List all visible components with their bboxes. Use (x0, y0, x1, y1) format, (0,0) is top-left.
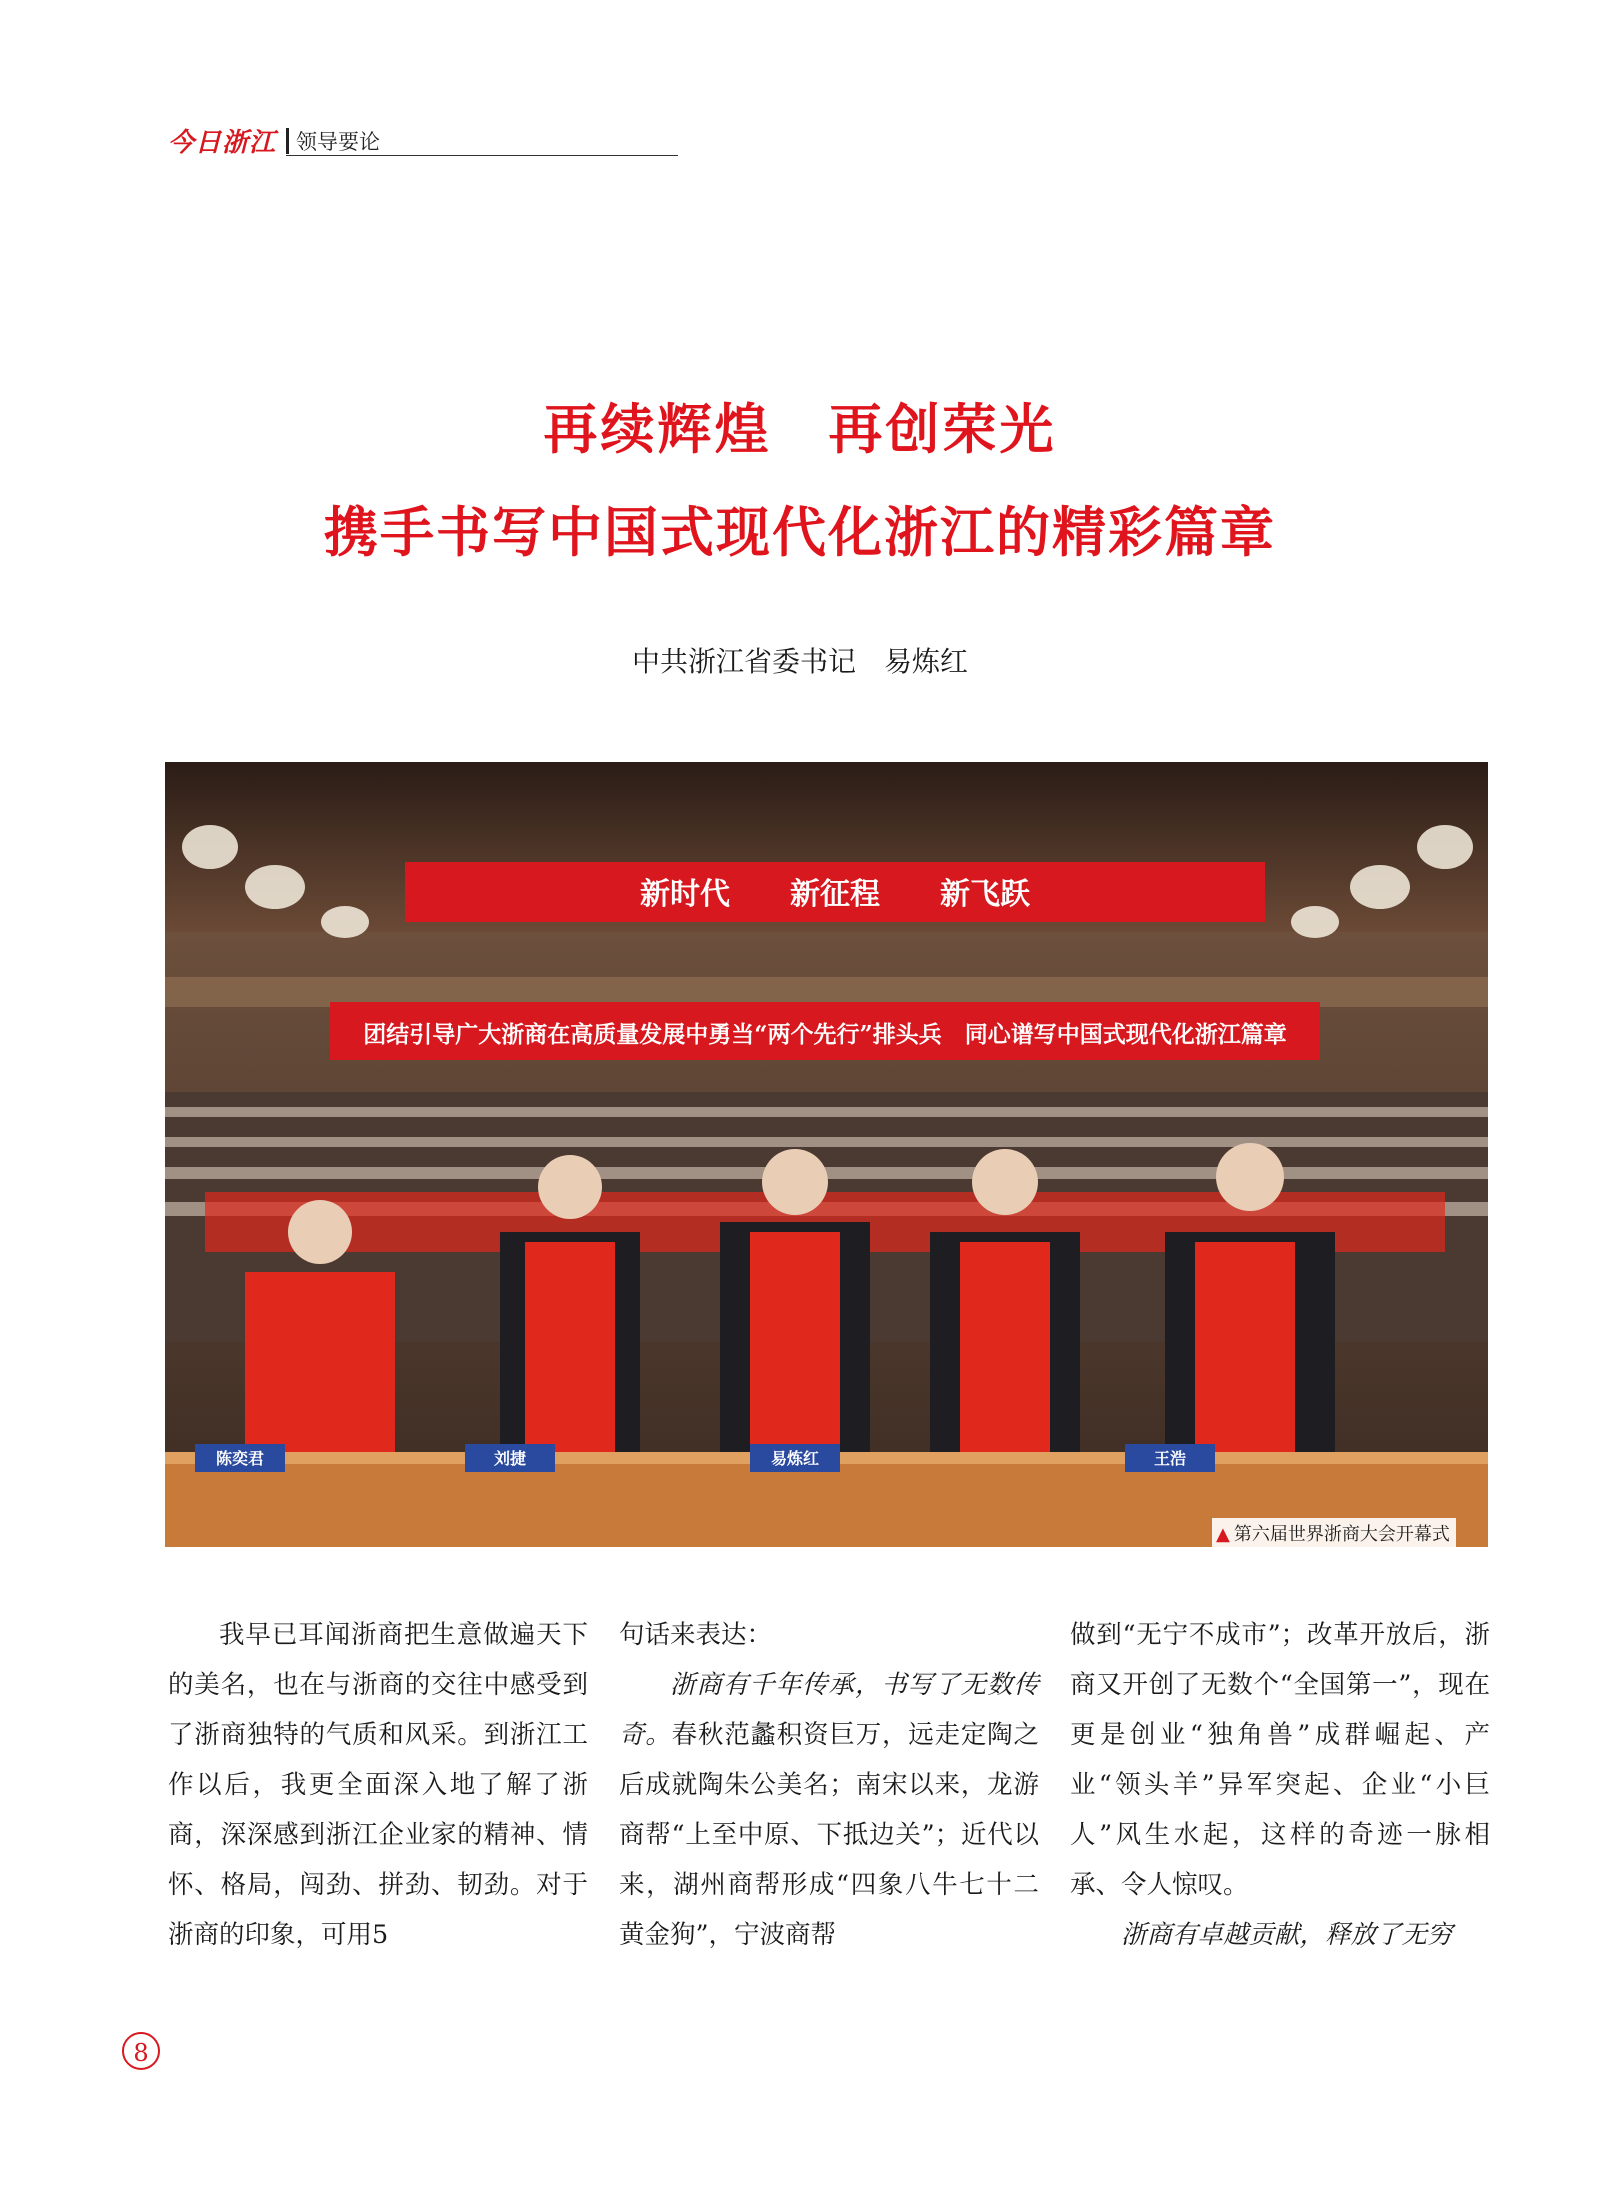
caption-triangle-icon: ▲ (1216, 1524, 1230, 1545)
body-column-3 (1070, 1610, 1490, 1960)
article-title-line1: 再续辉煌 再创荣光 (543, 398, 1057, 461)
section-label: 领导要论 (296, 130, 380, 154)
event-photo (165, 762, 1488, 1547)
nameplate-2: 刘捷 (493, 1449, 527, 1468)
article-title-line2: 携手书写中国式现代化浙江的精彩篇章 (324, 501, 1276, 564)
body-column-1 (168, 1610, 588, 1960)
highlight-phrase: 浙商有千年传承，书写了无数传奇。 (619, 1670, 1039, 1750)
banner-top-text: 新时代 新征程 新飞跃 (640, 877, 1030, 912)
highlight-phrase: 浙商有卓越贡献，释放了无穷 (1121, 1920, 1453, 1950)
masthead-rule (286, 155, 678, 156)
page-number: 8 (122, 2032, 160, 2070)
paragraph: 我早已耳闻浙商把生意做遍天下的美名，也在与浙商的交往中感受到了浙商独特的气质和风采。到浙江工作以后，我更全面深入地了解了浙商，深深感到浙江企业家的精神、情怀、格局，闯劲、拼劲、韧劲。对于浙商的印象，可用5 (168, 1620, 588, 1950)
byline: 中共浙江省委书记 易炼红 (631, 645, 968, 678)
body-column-2 (619, 1610, 1039, 1960)
nameplate-1: 陈奕君 (215, 1449, 265, 1468)
nameplate-3: 易炼红 (770, 1449, 820, 1468)
magazine-logo: 今日浙江 (168, 128, 277, 158)
paragraph: 句话来表达： (619, 1620, 773, 1650)
paragraph: 做到“无宁不成市”；改革开放后，浙商又开创了无数个“全国第一”，现在更是创业“独角兽”成群崛起、产业“领头羊”异军突起、企业“小巨人”风生水起，这样的奇迹一脉相承、令人惊叹。 (1070, 1620, 1490, 1900)
banner-bottom-text: 团结引导广大浙商在高质量发展中勇当“两个先行”排头兵 同心谱写中国式现代化浙江篇章 (363, 1021, 1287, 1048)
photo-caption (1212, 1518, 1456, 1548)
paragraph-continuation: 春秋范蠡积资巨万，远走定陶之后成就陶朱公美名；南宋以来，龙游商帮“上至中原、下抵边关”；近代以来，湖州商帮形成“四象八牛七十二黄金狗”，宁波商帮 (619, 1720, 1039, 1950)
masthead-divider (286, 128, 289, 154)
caption-text: 第六届世界浙商大会开幕式 (1233, 1524, 1450, 1545)
event-photo-illustration (165, 762, 1488, 1547)
masthead (168, 122, 513, 158)
nameplate-4: 王浩 (1153, 1449, 1187, 1468)
